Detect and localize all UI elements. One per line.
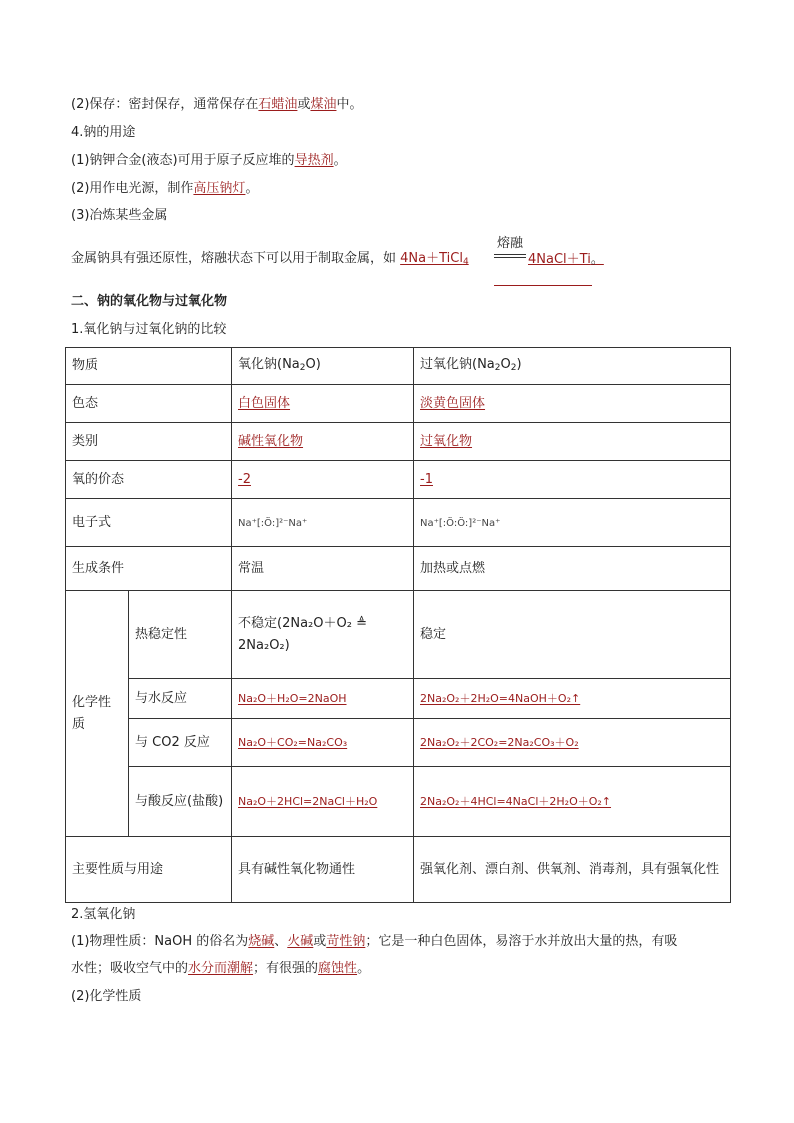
- row-label-color: 色态: [66, 385, 232, 423]
- row-label-co2: 与 CO2 反应: [129, 719, 232, 767]
- table-row: [66, 461, 731, 499]
- cell-na2o2-water: 2Na₂O₂＋2H₂O=4NaOH＋O₂↑: [420, 691, 581, 705]
- storage-kw-kerosene: 煤油: [310, 97, 337, 112]
- reaction-equation: [494, 232, 604, 288]
- kw-corrosive: 腐蚀性: [318, 961, 358, 976]
- storage-line: (2)保存：密封保存，通常保存在石蜡油或煤油中。: [71, 97, 363, 112]
- row-label-acid: 与酸反应(盐酸): [129, 767, 232, 837]
- header-na2o2: 过氧化钠$(Na_2O_2)$: [414, 348, 731, 385]
- header-na2o: 氧化钠$(Na_2O)$: [232, 348, 414, 385]
- cell-na2o-color: 白色固体: [238, 395, 291, 411]
- row-label-valence: 氧的价态: [66, 461, 232, 499]
- section-title: 二、钠的氧化物与过氧化物: [71, 294, 228, 309]
- row-label-electron: 电子式: [66, 499, 232, 547]
- answer-blank-line: [494, 285, 592, 286]
- cell-na2o2-color: 淡黄色固体: [420, 395, 486, 411]
- table-row: [66, 547, 731, 591]
- row-label-condition: 生成条件: [66, 547, 232, 591]
- uses-item-3: (3)冶炼某些金属: [71, 208, 168, 223]
- row-label-chemical: 化学性质: [66, 591, 129, 837]
- row-label-water: 与水反应: [129, 679, 232, 719]
- cell-na2o-electron: Na⁺[:Ö:]²⁻Na⁺: [238, 517, 308, 529]
- cell-na2o-uses: 具有碱性氧化物通性: [232, 837, 414, 903]
- table-row: [66, 499, 731, 547]
- cell-na2o2-uses: 强氧化剂、漂白剂、供氧剂、消毒剂，具有强氧化性: [414, 837, 731, 903]
- storage-kw-paraffin: 石蜡油: [258, 97, 298, 112]
- header-substance: 物质: [66, 348, 232, 385]
- cell-na2o-co2: Na₂O＋CO₂=Na₂CO₃: [238, 735, 348, 749]
- cell-na2o2-stability: 稳定: [414, 591, 731, 679]
- naoh-physical-line-2: 水性；吸收空气中的水分而潮解；有很强的腐蚀性。: [71, 961, 371, 976]
- table-row: [66, 719, 731, 767]
- cell-na2o2-type: 过氧化物: [420, 433, 473, 449]
- cell-na2o2-acid: 2Na₂O₂＋4HCl=4NaCl＋2H₂O＋O₂↑: [420, 794, 612, 808]
- table-row: [66, 385, 731, 423]
- cell-na2o-condition: 常温: [232, 547, 414, 591]
- kw-deliquescence: 水分而潮解: [188, 961, 254, 976]
- kw-fire-alkali: 火碱: [287, 934, 314, 949]
- comparison-table: [65, 347, 731, 903]
- row-label-type: 类别: [66, 423, 232, 461]
- reaction-condition: 熔融: [496, 236, 523, 251]
- kw-caustic-soda: 烧碱: [248, 934, 275, 949]
- uses-item-2: (2)用作电光源，制作高压钠灯。: [71, 181, 259, 196]
- cell-na2o2-electron: Na⁺[:Ö:Ö:]²⁻Na⁺: [420, 517, 501, 529]
- row-label-stability: 热稳定性: [129, 591, 232, 679]
- uses-heading: 4.钠的用途: [71, 125, 136, 140]
- uses-item-1: (1)钠钾合金(液态)可用于原子反应堆的导热剂。: [71, 153, 347, 168]
- naoh-physical-line-1: (1)物理性质：NaOH 的俗名为烧碱、火碱或苛性钠；它是一种白色固体，易溶于水并放出大量的热，有吸: [71, 934, 678, 949]
- section-subtitle: 1.氧化钠与过氧化钠的比较: [71, 322, 227, 337]
- cell-na2o-stability: 不稳定(2Na₂O＋O₂ ≜ 2Na₂O₂): [232, 591, 414, 679]
- cell-na2o2-condition: 加热或点燃: [414, 547, 731, 591]
- table-row: [66, 837, 731, 903]
- cell-na2o2-valence: -1: [420, 471, 433, 487]
- naoh-chemical-heading: (2)化学性质: [71, 989, 142, 1004]
- kw-sodium-hydroxide: 苛性钠: [326, 934, 366, 949]
- reaction-product: 4NaCl＋Ti。: [528, 252, 604, 267]
- kw-sodium-lamp: 高压钠灯: [193, 181, 246, 196]
- table-row: [66, 591, 731, 679]
- table-row: [66, 679, 731, 719]
- cell-na2o-acid: Na₂O＋2HCl=2NaCl＋H₂O: [238, 794, 378, 808]
- cell-na2o-water: Na₂O＋H₂O=2NaOH: [238, 691, 347, 705]
- cell-na2o-valence: -2: [238, 471, 251, 487]
- cell-na2o2-co2: 2Na₂O₂＋2CO₂=2Na₂CO₃＋O₂: [420, 735, 579, 749]
- reaction-reactants: 4Na＋TiCl$_4$: [400, 251, 469, 267]
- table-row: [66, 423, 731, 461]
- cell-na2o-type: 碱性氧化物: [238, 433, 304, 449]
- row-label-uses: 主要性质与用途: [66, 837, 232, 903]
- kw-heat-conductor: 导热剂: [294, 153, 334, 168]
- uses-item-4: 金属钠具有强还原性，熔融状态下可以用于制取金属，如 4Na＋TiCl$_4$: [71, 251, 469, 267]
- table-row: [66, 348, 731, 385]
- naoh-heading: 2.氢氧化钠: [71, 907, 136, 922]
- table-row: [66, 767, 731, 837]
